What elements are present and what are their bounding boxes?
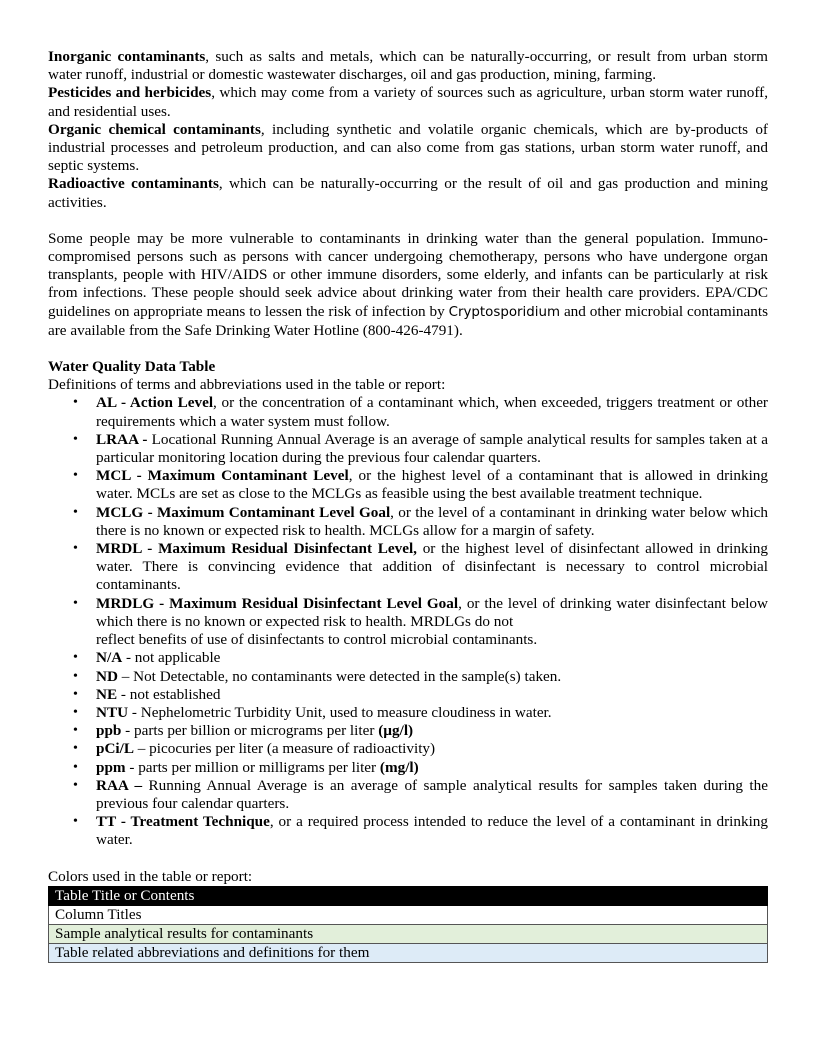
definition-tt: • TT - Treatment Technique, or a required process intended to reduce the level of a contaminant in drinking water. — [73, 813, 768, 849]
definitions-list — [48, 394, 768, 849]
bullet-icon: • — [73, 650, 78, 666]
definition-lraa: • LRAA - Locational Running Annual Average is an average of sample analytical results for samples taken at a particular monitoring location during the previous four calendar quarters. — [73, 430, 768, 467]
document-page — [48, 48, 768, 963]
definition-mclg: • MCLG - Maximum Contaminant Level Goal, or the level of a contaminant in drinking water below which there is no known or expected risk to health. MCLGs allow for a margin of safety. — [73, 503, 769, 539]
spacer — [48, 850, 768, 868]
spacer — [48, 340, 768, 358]
legend-row-title — [49, 886, 768, 905]
legend-row-results — [49, 924, 768, 943]
source-pesticides: Pesticides and herbicides, which may come from a variety of sources such as agriculture, urban storm water runoff, and residential uses. — [48, 84, 768, 120]
source-term: Pesticides and herbicides — [48, 84, 212, 102]
colors-legend-table — [48, 886, 768, 963]
definition-nd: • ND – Not Detectable, no contaminants were detected in the sample(s) taken. — [73, 667, 562, 685]
legend-cell: Column Titles — [49, 905, 768, 924]
bullet-icon: • — [73, 814, 78, 830]
source-organic: Organic chemical contaminants, including synthetic and volatile organic chemicals, which are by-products of industrial processes and petroleum production, and can also come from gas stations, urban storm water runoff, and septic systems. — [48, 120, 768, 175]
definition-ne: • NE - not established — [73, 685, 221, 703]
legend-cell: Table Title or Contents — [49, 886, 768, 905]
definition-na: • N/A - not applicable — [73, 649, 221, 667]
definition-mcl: • MCL - Maximum Contaminant Level, or the highest level of a contaminant that is allowed in drinking water. MCLs are set as close to the MCLGs as feasible using the best available treatment technique. — [73, 467, 768, 503]
vulnerable-populations-paragraph: Some people may be more vulnerable to contaminants in drinking water than the general population. Immuno-compromised persons such as persons with cancer undergoing chemotherapy, persons who have undergone organ transplants, people with HIV/AIDS or other immune disorders, some elderly, and infants can be particularly at risk from infections. These people should seek advice about drinking water from their health care providers. EPA/CDC guidelines on appropriate means to lessen the risk of infection by Cryptosporidium and other microbial contaminants are available from the Safe Drinking Water Hotline (800-426-4791). — [48, 229, 768, 339]
colors-intro: Colors used in the table or report: — [48, 867, 253, 885]
source-term: Radioactive contaminants — [48, 175, 219, 193]
definition-mrdlg: • MRDLG - Maximum Residual Disinfectant Level Goal, or the level of drinking water disinfectant below which there is no known or expected risk to health. MRDLGs do not reflect benefits of use of disinfectants to control microbial contaminants. — [73, 594, 768, 649]
contaminant-sources — [48, 48, 768, 212]
definition-raa: • RAA – Running Annual Average is an average of sample analytical results for samples taken during the previous four calendar quarters. — [73, 776, 768, 812]
bullet-icon: • — [73, 395, 78, 411]
bullet-icon: • — [73, 759, 78, 775]
bullet-icon: • — [73, 704, 78, 720]
water-quality-definitions — [48, 358, 768, 849]
colors-legend — [48, 868, 768, 963]
bullet-icon: • — [73, 777, 78, 793]
bullet-icon: • — [73, 668, 78, 684]
definition-ntu: • NTU - Nephelometric Turbidity Unit, used to measure cloudiness in water. — [73, 703, 552, 721]
source-inorganic: Inorganic contaminants, such as salts and metals, which can be naturally-occurring, or result from urban storm water runoff, industrial or domestic wastewater discharges, oil and gas production, mining, farming. — [48, 48, 768, 84]
bullet-icon: • — [73, 431, 78, 447]
definition-pcil: • pCi/L – picocuries per liter (a measure of radioactivity) — [73, 740, 436, 758]
bullet-icon: • — [73, 741, 78, 757]
definition-al: • AL - Action Level, or the concentration of a contaminant which, when exceeded, triggers treatment or other requirements which a water system must follow. — [73, 394, 768, 430]
bullet-icon: • — [73, 595, 78, 611]
spacer — [48, 212, 768, 230]
legend-row-abbreviations — [49, 943, 768, 962]
definition-ppm: • ppm - parts per million or milligrams per liter (mg/l) — [73, 758, 419, 776]
source-radioactive: Radioactive contaminants, which can be naturally-occurring or the result of oil and gas production and mining activities. — [48, 175, 768, 211]
legend-cell: Sample analytical results for contaminants — [49, 924, 768, 943]
definition-mrdl: • MRDL - Maximum Residual Disinfectant Level, or the highest level of disinfectant allowed in drinking water. There is convincing evidence that addition of disinfectant is necessary to control microbial contaminants. — [73, 540, 768, 594]
section-heading: Water Quality Data Table — [48, 358, 216, 376]
definition-ppb: • ppb - parts per billion or micrograms per liter (µg/l) — [73, 722, 414, 740]
definitions-intro: Definitions of terms and abbreviations used in the table or report: — [48, 376, 446, 394]
bullet-icon: • — [73, 468, 78, 484]
bullet-icon: • — [73, 686, 78, 702]
bullet-icon: • — [73, 723, 78, 739]
source-term: Inorganic contaminants — [48, 48, 206, 65]
source-term: Organic chemical contaminants — [48, 120, 261, 138]
bullet-icon: • — [73, 541, 78, 557]
organism-name: Cryptosporidium — [448, 304, 561, 320]
bullet-icon: • — [73, 504, 78, 520]
legend-cell: Table related abbreviations and definitions for them — [49, 943, 768, 962]
legend-row-column-titles — [49, 905, 768, 924]
